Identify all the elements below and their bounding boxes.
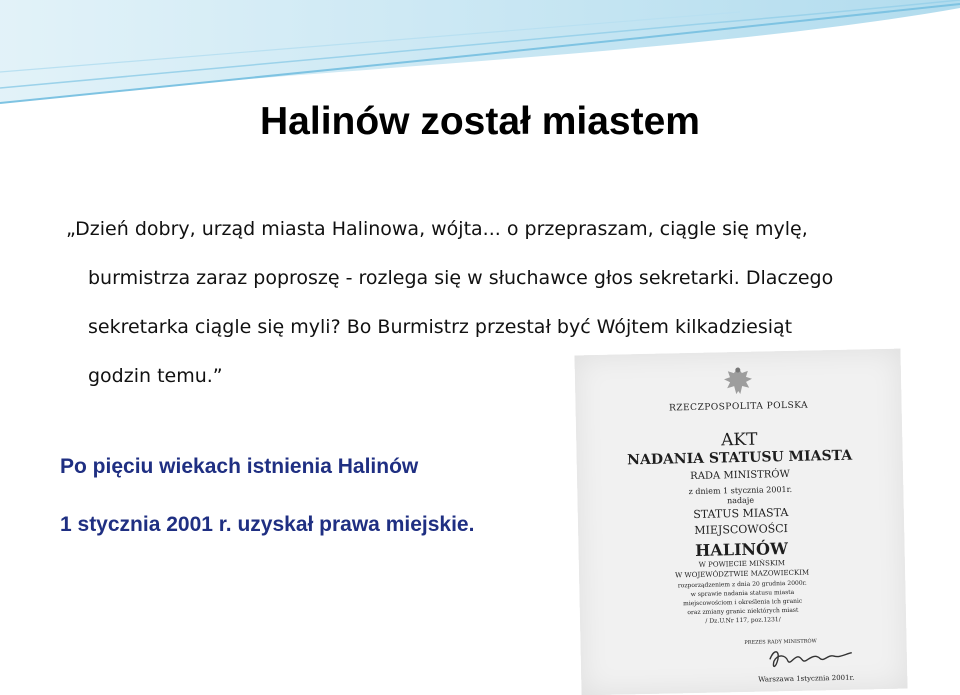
quote-line-3: sekretarka ciągle się myli? Bo Burmistrz przestał być Wójtem kilkadziesiąt — [88, 316, 793, 338]
document-country: RZECZPOSPOLITA POLSKA — [668, 400, 809, 414]
document-verb: nadaje — [726, 495, 755, 506]
quote-line-2: burmistrza zaraz poproszę - rozlega się w słuchawce głos sekretarki. Dlaczego — [88, 267, 834, 289]
document-locality-label: MIEJSCOWOŚCI — [694, 522, 789, 537]
document-heading: AKT — [720, 429, 758, 451]
town-status-act-document — [574, 349, 907, 695]
document-locality: HALINÓW — [694, 539, 789, 560]
document-date-line: z dniem 1 stycznia 2001r. — [688, 484, 793, 497]
document-legal-line: oraz zmiany granic niektórych miast — [687, 606, 799, 617]
document-legal-line: rozporządzeniem z dnia 20 grudnia 2000r. — [677, 579, 807, 590]
document-legal-line: miejscowościom i określenia ich granic — [683, 597, 803, 608]
document-county: W POWIECIE MIŃSKIM — [698, 559, 786, 569]
document-status: STATUS MIASTA — [693, 506, 789, 521]
document-place-date: Warszawa 1stycznia 2001r. — [758, 673, 855, 684]
document-signer-title: PREZES RADY MINISTRÓW — [744, 638, 817, 646]
decorative-wave-band — [0, 0, 960, 110]
quote-line-4: godzin temu.” — [88, 365, 223, 387]
document-subheading: NADANIA STATUSU MIASTA — [627, 447, 853, 469]
document-legal-line: w sprawie nadania statusu miasta — [690, 588, 795, 599]
polish-eagle-emblem-icon — [720, 364, 757, 401]
highlight-line-2: 1 stycznia 2001 r. uzyskał prawa miejskie. — [60, 513, 475, 536]
slide-title: Halinów został miastem — [260, 100, 700, 143]
highlight-line-1: Po pięciu wiekach istnienia Halinów — [60, 455, 419, 478]
document-voivodeship: W WOJEWÓDZTWIE MAZOWIECKIM — [674, 568, 810, 580]
handwritten-signature — [766, 644, 857, 672]
quote-line-1: „Dzień dobry, urząd miasta Halinowa, wójta... o przepraszam, ciągle się mylę, — [66, 218, 808, 240]
document-issuer: RADA MINISTRÓW — [690, 468, 790, 483]
document-legal-line: / Dz.U.Nr 117, poz.1231/ — [705, 616, 781, 625]
